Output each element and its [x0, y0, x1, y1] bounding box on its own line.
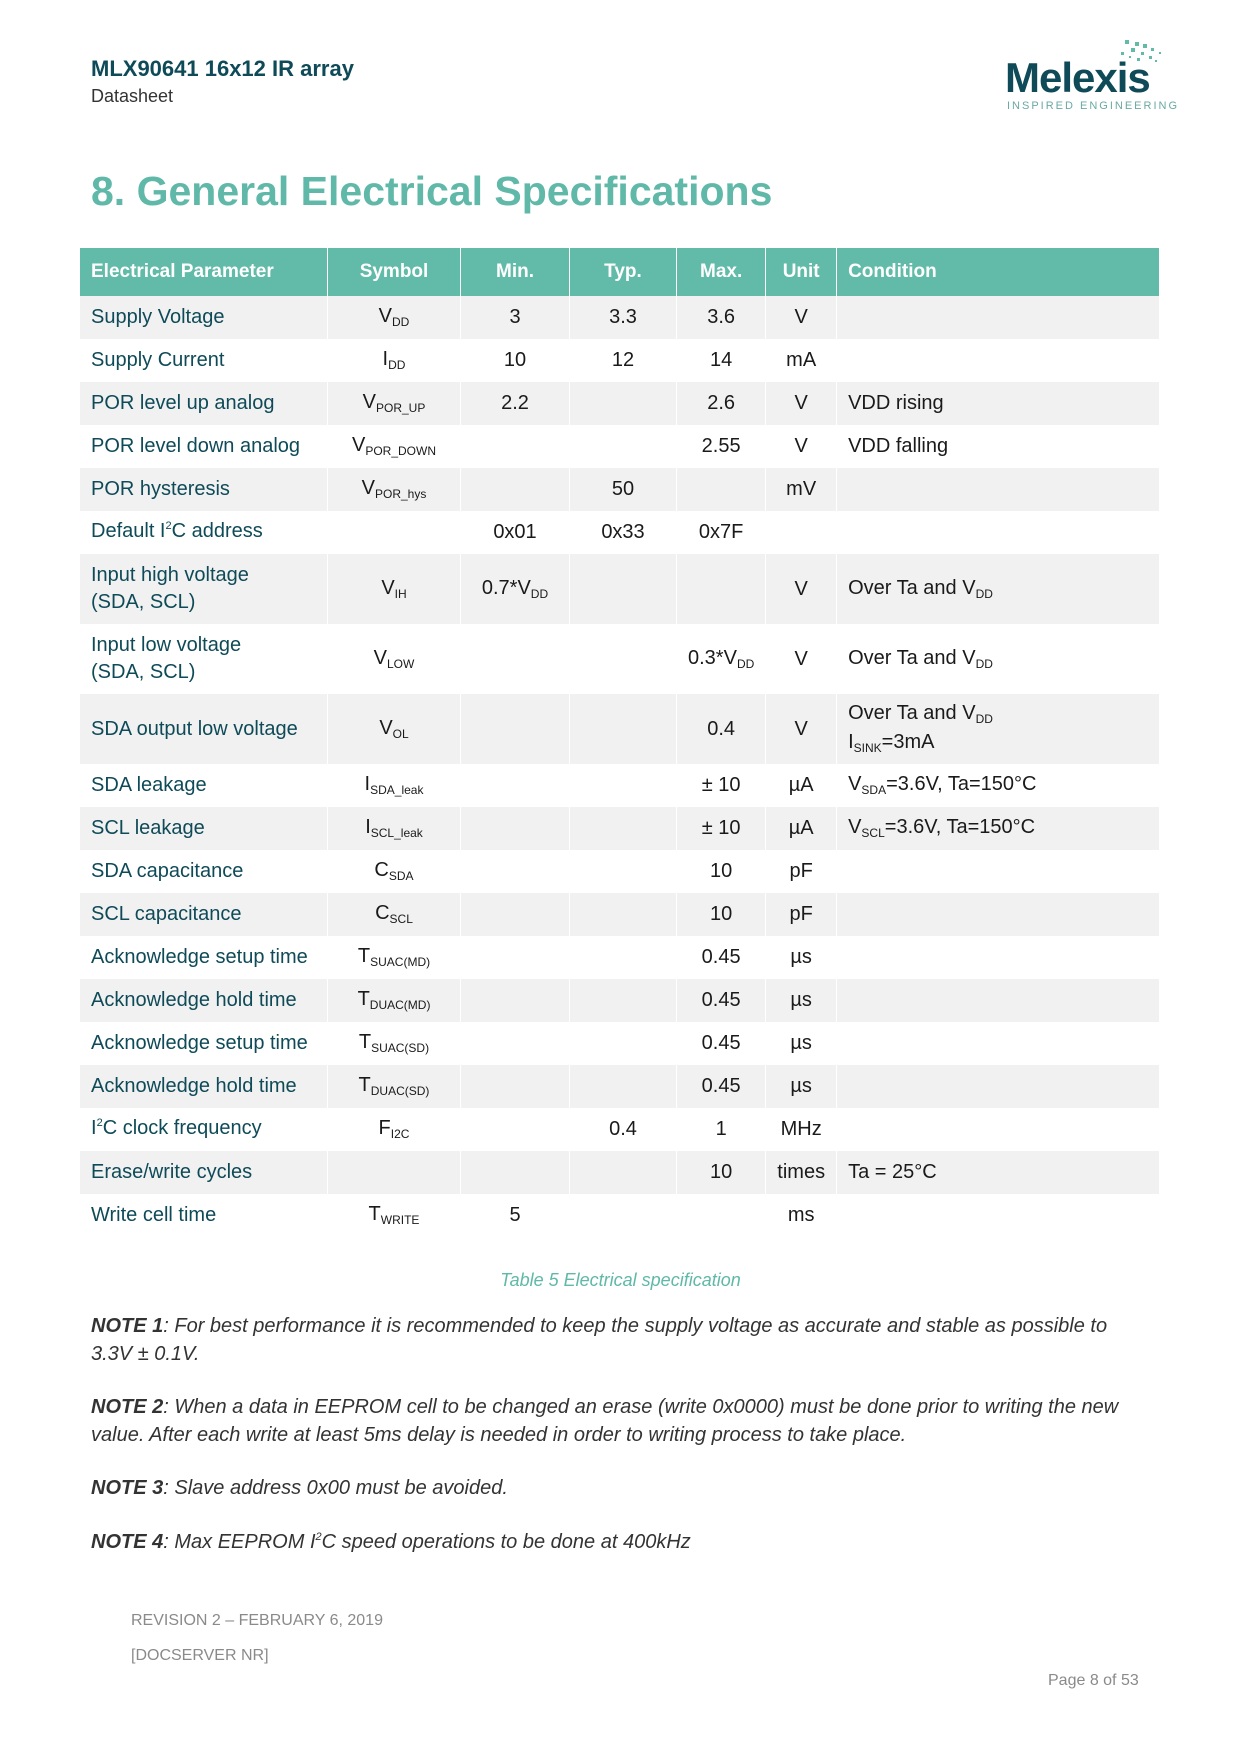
max-cell: $0.3*V_{DD}$ — [677, 624, 766, 694]
unit-cell: µs — [766, 979, 837, 1022]
logo-wordmark: Melexis — [1005, 54, 1150, 101]
min-cell — [461, 624, 570, 694]
unit-cell: V — [766, 382, 837, 425]
unit-cell: ms — [766, 1194, 837, 1237]
col-header-typ: Typ. — [570, 248, 677, 296]
symbol-cell: $T_{DUAC(MD)}$ — [328, 979, 461, 1022]
note-4: NOTE 4: Max EEPROM $I^2C$ speed operations to be done at 400kHz — [91, 1531, 691, 1553]
page-number: Page 8 of 53 — [1048, 1672, 1139, 1689]
max-cell: 0.4 — [677, 694, 766, 764]
typ-cell — [570, 425, 677, 468]
typ-cell — [570, 893, 677, 936]
logo-tagline: INSPIRED ENGINEERING — [1007, 100, 1180, 112]
note-label: NOTE 3 — [91, 1477, 164, 1499]
table-row — [80, 624, 1160, 694]
unit-cell: µs — [766, 1065, 837, 1108]
condition-cell — [837, 339, 1160, 382]
param-cell: Acknowledge setup time — [80, 1022, 328, 1065]
unit-cell: V — [766, 554, 837, 624]
param-cell: Erase/write cycles — [80, 1151, 328, 1194]
typ-cell: 50 — [570, 468, 677, 511]
footer-docserver: [DOCSERVER NR] — [131, 1647, 269, 1664]
max-cell: 0.45 — [677, 979, 766, 1022]
unit-cell: µA — [766, 764, 837, 807]
col-header-min: Min. — [461, 248, 570, 296]
table-row — [80, 764, 1160, 807]
symbol-cell: $I_{SCL\_leak}$ — [328, 807, 461, 850]
typ-cell — [570, 554, 677, 624]
table-row — [80, 893, 1160, 936]
min-cell: 10 — [461, 339, 570, 382]
note-label: NOTE 1 — [91, 1315, 164, 1337]
min-cell: $0.7*V_{DD}$ — [461, 554, 570, 624]
unit-cell — [766, 511, 837, 554]
unit-cell: MHz — [766, 1108, 837, 1151]
melexis-logo — [1005, 40, 1205, 120]
table-row — [80, 296, 1160, 339]
table-header-row — [80, 248, 1160, 296]
symbol-cell: $F_{I2C}$ — [328, 1108, 461, 1151]
symbol-cell — [328, 511, 461, 554]
unit-cell: V — [766, 624, 837, 694]
unit-cell: V — [766, 694, 837, 764]
typ-cell: 0x33 — [570, 511, 677, 554]
param-cell: POR level up analog — [80, 382, 328, 425]
max-cell: 2.55 — [677, 425, 766, 468]
condition-cell — [837, 979, 1160, 1022]
typ-cell — [570, 1065, 677, 1108]
section-title: 8. General Electrical Specifications — [91, 168, 773, 214]
symbol-cell: $C_{SCL}$ — [328, 893, 461, 936]
condition-cell — [837, 1022, 1160, 1065]
symbol-cell: $V_{POR\_UP}$ — [328, 382, 461, 425]
table-caption: Table 5 Electrical specification — [500, 1270, 741, 1290]
typ-cell — [570, 936, 677, 979]
table-row — [80, 468, 1160, 511]
min-cell: 0x01 — [461, 511, 570, 554]
symbol-cell: $V_{POR\_hys}$ — [328, 468, 461, 511]
min-cell — [461, 893, 570, 936]
symbol-cell: $T_{DUAC(SD)}$ — [328, 1065, 461, 1108]
unit-cell: µs — [766, 1022, 837, 1065]
param-cell: SDA leakage — [80, 764, 328, 807]
condition-cell: Ta = 25°C — [837, 1151, 1160, 1194]
max-cell: ± 10 — [677, 764, 766, 807]
param-cell: Write cell time — [80, 1194, 328, 1237]
condition-cell — [837, 468, 1160, 511]
min-cell — [461, 1022, 570, 1065]
typ-cell — [570, 382, 677, 425]
condition-cell — [837, 850, 1160, 893]
table-row — [80, 425, 1160, 468]
typ-cell — [570, 694, 677, 764]
typ-cell — [570, 979, 677, 1022]
max-cell: ± 10 — [677, 807, 766, 850]
max-cell — [677, 468, 766, 511]
typ-cell — [570, 1151, 677, 1194]
param-cell: Acknowledge setup time — [80, 936, 328, 979]
condition-cell — [837, 1065, 1160, 1108]
table-row — [80, 694, 1160, 764]
min-cell — [461, 850, 570, 893]
max-cell: 0x7F — [677, 511, 766, 554]
param-cell: SCL leakage — [80, 807, 328, 850]
max-cell — [677, 1194, 766, 1237]
max-cell: 1 — [677, 1108, 766, 1151]
col-header-condition: Condition — [837, 248, 1160, 296]
document-type: Datasheet — [91, 86, 174, 106]
note-3: NOTE 3: Slave address 0x00 must be avoided. — [91, 1477, 508, 1499]
param-cell: SCL capacitance — [80, 893, 328, 936]
max-cell: 10 — [677, 850, 766, 893]
condition-cell: VDD falling — [837, 425, 1160, 468]
typ-cell: 3.3 — [570, 296, 677, 339]
min-cell — [461, 468, 570, 511]
param-cell: Acknowledge hold time — [80, 979, 328, 1022]
col-header-unit: Unit — [766, 248, 837, 296]
condition-cell — [837, 511, 1160, 554]
col-header-max: Max. — [677, 248, 766, 296]
symbol-cell: $T_{SUAC(MD)}$ — [328, 936, 461, 979]
table-row — [80, 382, 1160, 425]
symbol-cell: $V_{DD}$ — [328, 296, 461, 339]
param-cell: Default $I^2C$ address — [80, 511, 328, 554]
table-row — [80, 1194, 1160, 1237]
symbol-cell: $C_{SDA}$ — [328, 850, 461, 893]
param-cell: Supply Current — [80, 339, 328, 382]
typ-cell: 12 — [570, 339, 677, 382]
condition-cell — [837, 1194, 1160, 1237]
document-title: MLX90641 16x12 IR array — [91, 56, 354, 81]
min-cell: 5 — [461, 1194, 570, 1237]
col-header-parameter: Electrical Parameter — [80, 248, 328, 296]
param-cell: SDA capacitance — [80, 850, 328, 893]
typ-cell — [570, 1022, 677, 1065]
max-cell: 2.6 — [677, 382, 766, 425]
unit-cell: mA — [766, 339, 837, 382]
unit-cell: times — [766, 1151, 837, 1194]
condition-cell: $V_{SCL}=3.6V$, Ta=150°C — [837, 807, 1160, 850]
symbol-cell: $I_{SDA\_leak}$ — [328, 764, 461, 807]
table-row — [80, 511, 1160, 554]
table-row — [80, 979, 1160, 1022]
min-cell — [461, 807, 570, 850]
max-cell: 10 — [677, 1151, 766, 1194]
max-cell: 10 — [677, 893, 766, 936]
footer-revision: REVISION 2 – FEBRUARY 6, 2019 — [131, 1612, 383, 1629]
unit-cell: mV — [766, 468, 837, 511]
unit-cell: µs — [766, 936, 837, 979]
min-cell — [461, 1065, 570, 1108]
note-label: NOTE 4 — [91, 1531, 164, 1553]
symbol-cell: $V_{LOW}$ — [328, 624, 461, 694]
table-row — [80, 339, 1160, 382]
param-cell: POR level down analog — [80, 425, 328, 468]
table-row — [80, 554, 1160, 624]
min-cell — [461, 1151, 570, 1194]
condition-cell — [837, 893, 1160, 936]
param-cell: Acknowledge hold time — [80, 1065, 328, 1108]
min-cell — [461, 1108, 570, 1151]
unit-cell: µA — [766, 807, 837, 850]
param-cell: SDA output low voltage — [80, 694, 328, 764]
symbol-cell: $V_{IH}$ — [328, 554, 461, 624]
table-row — [80, 1022, 1160, 1065]
note-1: NOTE 1: For best performance it is recommended to keep the supply voltage as accurate and stable as possible to 3.3V ± 0.1V. — [91, 1315, 1108, 1365]
note-2: NOTE 2: When a data in EEPROM cell to be changed an erase (write 0x0000) must be done prior to writing the new value. After each write at least 5ms delay is needed in order to writing process to take place. — [91, 1396, 1119, 1446]
min-cell — [461, 425, 570, 468]
condition-cell — [837, 936, 1160, 979]
min-cell: 3 — [461, 296, 570, 339]
symbol-cell: $T_{SUAC(SD)}$ — [328, 1022, 461, 1065]
table-row — [80, 1151, 1160, 1194]
min-cell: 2.2 — [461, 382, 570, 425]
symbol-cell: $I_{DD}$ — [328, 339, 461, 382]
col-header-symbol: Symbol — [328, 248, 461, 296]
param-cell: POR hysteresis — [80, 468, 328, 511]
table-row — [80, 936, 1160, 979]
table-row — [80, 1065, 1160, 1108]
table-row — [80, 1108, 1160, 1151]
min-cell — [461, 979, 570, 1022]
param-cell: Supply Voltage — [80, 296, 328, 339]
condition-cell: $V_{SDA}=3.6V$, Ta=150°C — [837, 764, 1160, 807]
param-cell: Input low voltage (SDA, SCL) — [80, 624, 328, 694]
max-cell: 0.45 — [677, 1065, 766, 1108]
min-cell — [461, 764, 570, 807]
symbol-cell — [328, 1151, 461, 1194]
symbol-cell: $V_{OL}$ — [328, 694, 461, 764]
typ-cell — [570, 850, 677, 893]
max-cell — [677, 554, 766, 624]
unit-cell: V — [766, 296, 837, 339]
symbol-cell: $V_{POR\_DOWN}$ — [328, 425, 461, 468]
unit-cell: pF — [766, 893, 837, 936]
param-cell: Input high voltage (SDA, SCL) — [80, 554, 328, 624]
electrical-spec-table — [80, 248, 1160, 1237]
condition-cell: Over Ta and $V_{DD}$ — [837, 554, 1160, 624]
condition-cell: Over Ta and $V_{DD}$ — [837, 624, 1160, 694]
typ-cell: 0.4 — [570, 1108, 677, 1151]
typ-cell — [570, 764, 677, 807]
param-cell: $I^2C$ clock frequency — [80, 1108, 328, 1151]
condition-cell: VDD rising — [837, 382, 1160, 425]
max-cell: 14 — [677, 339, 766, 382]
condition-cell — [837, 1108, 1160, 1151]
max-cell: 0.45 — [677, 936, 766, 979]
typ-cell — [570, 624, 677, 694]
condition-cell: Over Ta and $V_{DD}$ $I_{SINK}=3mA$ — [837, 694, 1160, 764]
note-label: NOTE 2 — [91, 1396, 164, 1418]
unit-cell: V — [766, 425, 837, 468]
table-row — [80, 850, 1160, 893]
min-cell — [461, 936, 570, 979]
table-row — [80, 807, 1160, 850]
typ-cell — [570, 1194, 677, 1237]
unit-cell: pF — [766, 850, 837, 893]
max-cell: 0.45 — [677, 1022, 766, 1065]
typ-cell — [570, 807, 677, 850]
max-cell: 3.6 — [677, 296, 766, 339]
min-cell — [461, 694, 570, 764]
symbol-cell: $T_{WRITE}$ — [328, 1194, 461, 1237]
condition-cell — [837, 296, 1160, 339]
